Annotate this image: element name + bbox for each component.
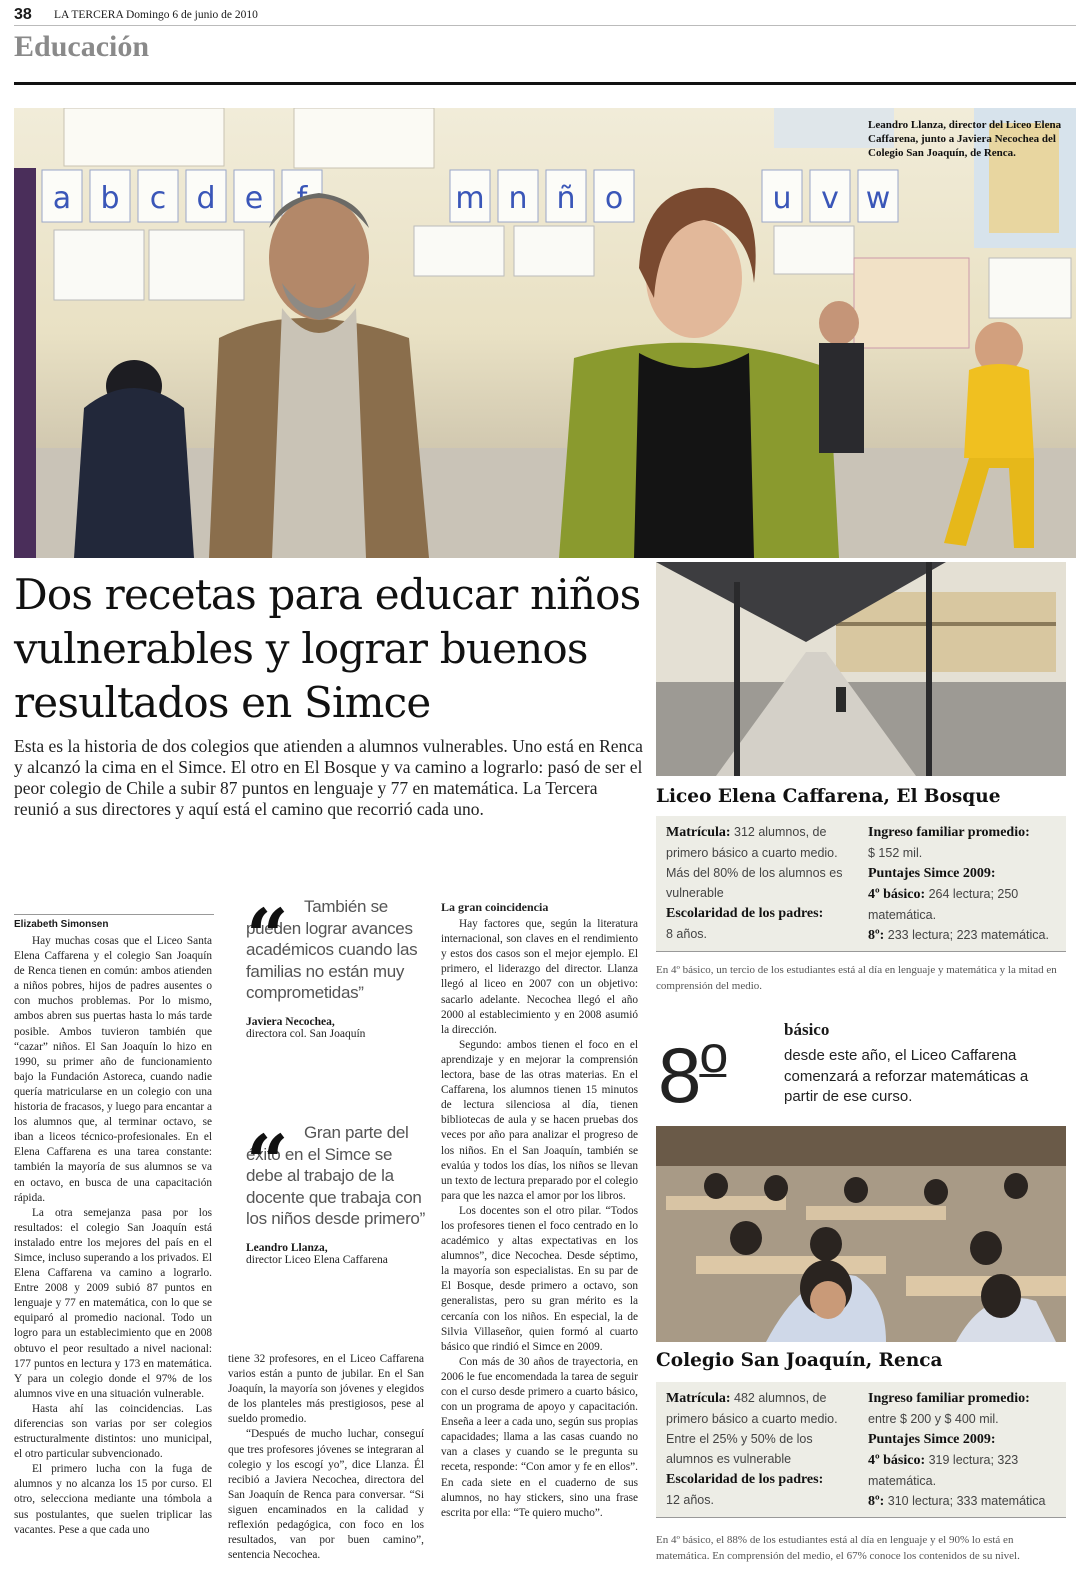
body-column-2 bbox=[228, 1352, 424, 1563]
paragraph: tiene 32 profesores, en el Liceo Caffarena varios están a punto de jubilar. En el San Joaquín, la mayoría son jóvenes y elegidos de los planteles más prestigiosos, pese al sueldo promedio. bbox=[228, 1353, 424, 1426]
alphabet-letter: e bbox=[244, 181, 264, 216]
paragraph: Segundo: ambos tienen el foco en el aprendizaje y en mejorar la comprensión lectora, base de las otras materias. En el Caffarena, los alumnos tienen 15 minutos de lectura silenciosa al día, tienen bibliotecas de aula y se hacen pruebas dos veces por año para analizar el progreso de los niños. En el San Joaquín, también se evalúa y todos los días, los niños se llevan un texto de lectura preparado por el colegio para que les nazca el amor por los libros. bbox=[441, 1038, 638, 1202]
pull-quote-1 bbox=[246, 896, 426, 1096]
stat-ordinal: o bbox=[699, 1026, 727, 1084]
paragraph: Hasta ahí las coincidencias. Las diferencias son varias por ser colegios estructuralmente distintos: uno municipal, el otro particular subvencionado. bbox=[14, 1402, 212, 1461]
quote-text: Gran parte del éxito en el Simce se debe al trabajo de la docente que trabaja con los niños desde primero” bbox=[246, 1123, 425, 1228]
page-number: 38 bbox=[14, 6, 32, 23]
school-note-san-joaquin: En 4º básico, el 88% de los estudiantes está al día en lenguaje y el 90% lo está en matemática. En comprensión del medio, el 67% conoce los contenidos de su nivel. bbox=[656, 1534, 1020, 1562]
headline: Dos recetas para educar niños vulnerables y lograr buenos resultados en Simce bbox=[14, 570, 641, 727]
school-name-caffarena: Liceo Elena Caffarena, El Bosque bbox=[656, 786, 1001, 807]
infobox-san-joaquin bbox=[656, 1382, 1066, 1518]
school-photo-caffarena bbox=[656, 562, 1066, 776]
info-item: 8º: 233 lectura; 223 matemática. bbox=[868, 928, 1049, 943]
paragraph: Hay factores que, según la literatura internacional, son claves en el rendimiento y estos dos casos son el mejor ejemplo. El primero, el liderazgo del director. Llanza llegó al liceo en 2007 con un objetivo: sacarlo adelante. Necochea llegó el año 2000 al establecimiento y en 2008 asumió la dirección. bbox=[441, 918, 638, 1036]
paragraph: El primero lucha con la fuga de alumnos y no alcanza los 15 por curso. El otro, selecciona mediante una tómbola a sus postulantes, que suelen triplicar las vacantes. Pese a que cada uno bbox=[14, 1463, 212, 1536]
quote-mark-icon: “ bbox=[246, 894, 289, 980]
hero-photo-illustration bbox=[14, 108, 1076, 558]
section-rule bbox=[14, 82, 1076, 85]
body-column-3 bbox=[441, 900, 638, 1521]
infobox-left bbox=[666, 822, 854, 945]
info-item: Escolaridad de los padres: 12 años. bbox=[666, 1472, 824, 1507]
subheading: La gran coincidencia bbox=[441, 900, 549, 914]
quote-mark-icon: “ bbox=[246, 1120, 289, 1206]
info-item: Matrícula: 312 alumnos, de primero básico a cuarto medio. Más del 80% de los alumnos es vulnerable bbox=[666, 825, 843, 900]
infobox-right bbox=[868, 822, 1056, 945]
pull-quote-2 bbox=[246, 1122, 426, 1322]
alphabet-letter: d bbox=[196, 181, 216, 216]
info-item: 4º básico: 264 lectura; 250 matemática. bbox=[868, 887, 1019, 922]
hero-photo bbox=[14, 108, 1076, 558]
infobox-caffarena bbox=[656, 816, 1066, 952]
quote-text: También se pueden lograr avances académicos cuando las familias no están muy comprometidas” bbox=[246, 897, 418, 1002]
byline: Elizabeth Simonsen bbox=[14, 914, 214, 930]
alphabet-letter: o bbox=[604, 181, 624, 216]
school-note-caffarena: En 4º básico, un tercio de los estudiantes está al día en lenguaje y matemática y la mitad en comprensión del medio. bbox=[656, 964, 1057, 992]
info-item: Escolaridad de los padres: 8 años. bbox=[666, 906, 824, 941]
infobox-left bbox=[666, 1388, 854, 1511]
info-item: Ingreso familiar promedio: $ 152 mil. bbox=[868, 825, 1030, 860]
alphabet-letter: ñ bbox=[556, 181, 576, 216]
paragraph: Con más de 30 años de trayectoria, en 2006 le fue encomendada la tarea de seguir con el curso desde primero a cuarto básico, con un programa de apoyo y capacitación. Enseña a leer a cada uno, según sus propias capacidades; llama a las casas cuando no van a clases y cuando se le pregunta su receta, responde: “Con amor y fe en ellos”. En cada siete en el cuaderno de sus alumnos, no hay stickers, sino una frase escrita por ella: “Te quiero mucho”. bbox=[441, 1355, 638, 1519]
alphabet-letter: a bbox=[52, 181, 72, 216]
publication-line: LA TERCERA Domingo 6 de junio de 2010 bbox=[54, 9, 258, 21]
info-item: 4º básico: 319 lectura; 323 matemática. bbox=[868, 1453, 1019, 1488]
stat-label: básico bbox=[784, 1020, 830, 1039]
info-item: Puntajes Simce 2009: bbox=[868, 866, 996, 881]
body-column-1 bbox=[14, 934, 212, 1538]
page-header bbox=[14, 6, 1076, 26]
quote-name: Javiera Necochea, bbox=[246, 1015, 335, 1028]
quote-role: director Liceo Elena Caffarena bbox=[246, 1253, 388, 1266]
info-item: Matrícula: 482 alumnos, de primero básico a cuarto medio. Entre el 25% y 50% de los alumnos es vulnerable bbox=[666, 1391, 838, 1466]
quote-role: directora col. San Joaquín bbox=[246, 1027, 366, 1040]
section-title: Educación bbox=[14, 30, 150, 63]
paragraph: Los docentes son el otro pilar. “Todos los profesores tienen el foco centrado en lo académico y altas expectativas en los alumnos”, dice Necochea. Desde séptimo, la mayoría son especialistas. En su par de El Bosque, desde primero a octavo, son generalistas, pero su gran mérito es la cercanía con los niños. En especial, la de Silvia Villaseñor, quien formó al cuarto básico que rindió el Simce en 2009. bbox=[441, 1204, 638, 1353]
alphabet-letter: m bbox=[455, 181, 485, 216]
paragraph: “Después de mucho luchar, conseguí que tres profesores jóvenes se integraran al colegio y los escogí yo”, dice Llanza. Él recibió a Javiera Necochea, directora del San Joaquín de Renca para conversar. “Si siguen encaminados en la calidad y reflexión pedagógica, con foco en los resultados, van por buen camino”, sentencia Necochea. bbox=[228, 1428, 424, 1562]
hero-caption: Leandro Llanza, director del Liceo Elena Caffarena, junto a Javiera Necochea del Colegio San Joaquín, de Renca. bbox=[868, 119, 1062, 159]
alphabet-letter: n bbox=[508, 181, 528, 216]
dek: Esta es la historia de dos colegios que atienden a alumnos vulnerables. Uno está en Renca y alcanzó la cima en el Simce. El otro en El Bosque y va camino a lograrlo: pasó de ser el peor colegio de Chile a subir 87 puntos en lenguaje y 77 en matemática. La Tercera reunió a sus directores y aquí está el camino que recorrió cada uno. bbox=[14, 736, 643, 819]
school-photo-san-joaquin bbox=[656, 1126, 1066, 1342]
paragraph: Hay muchas cosas que el Liceo Santa Elena Caffarena y el colegio San Joaquín de Renca tienen en común: ambos atienden a niños pobres, hijos de padres ausentes o con muchos problemas. Por lo mismo, ambos abren sus puertas hasta lo más tarde posible. Ambos tuvieron también que “cazar” niños. El San Joaquín lo hizo en 1990, su primer año de funcionamiento bajo la Fundación Astoreca, cuando nadie quería matricularse en un colegio con una historia de fracasos, y luego para encantar a los alumnos que, al terminar octavo, se iban a liceos técnico-profesionales. En el Elena Caffarena es una tarea constante: también la mayoría de sus alumnos se va en octavo, en busca de una capacitación rápida. bbox=[14, 935, 212, 1204]
alphabet-letter: w bbox=[865, 181, 891, 216]
alphabet-letter: u bbox=[772, 181, 792, 216]
alphabet-letter: v bbox=[821, 181, 839, 216]
classroom-photo-illustration bbox=[656, 1126, 1066, 1342]
school-photo-illustration bbox=[656, 562, 1066, 776]
alphabet-letter: c bbox=[149, 181, 167, 216]
alphabet-letter: b bbox=[100, 181, 120, 216]
quote-name: Leandro Llanza, bbox=[246, 1241, 328, 1254]
info-item: Puntajes Simce 2009: bbox=[868, 1432, 996, 1447]
stat-number: 8$^o$ bbox=[658, 1026, 727, 1119]
info-item: Ingreso familiar promedio: entre $ 200 y $ 400 mil. bbox=[868, 1391, 1030, 1426]
infobox-right bbox=[868, 1388, 1056, 1511]
stat-text: desde este año, el Liceo Caffarena comenzará a reforzar matemáticas a partir de ese curso. bbox=[784, 1047, 1029, 1105]
paragraph: La otra semejanza pasa por los resultados: el colegio San Joaquín está instalado entre los mejores del país en el Simce, incluso superando a los privados. El Elena Caffarena va camino a lograrlo. Entre 2008 y 2009 subió 87 puntos en lenguaje y 77 en matemática, con lo que se equiparó al promedio nacional. Todo un logro para un establecimiento que en 2008 obtuvo el peor resultado a nivel nacional: 177 puntos en lectura y 173 en matemática. Y para un colegio donde el 97% de los alumnos vive en una situación vulnerable. bbox=[14, 1206, 212, 1400]
info-item: 8º: 310 lectura; 333 matemática bbox=[868, 1494, 1046, 1509]
school-name-san-joaquin: Colegio San Joaquín, Renca bbox=[656, 1350, 943, 1371]
